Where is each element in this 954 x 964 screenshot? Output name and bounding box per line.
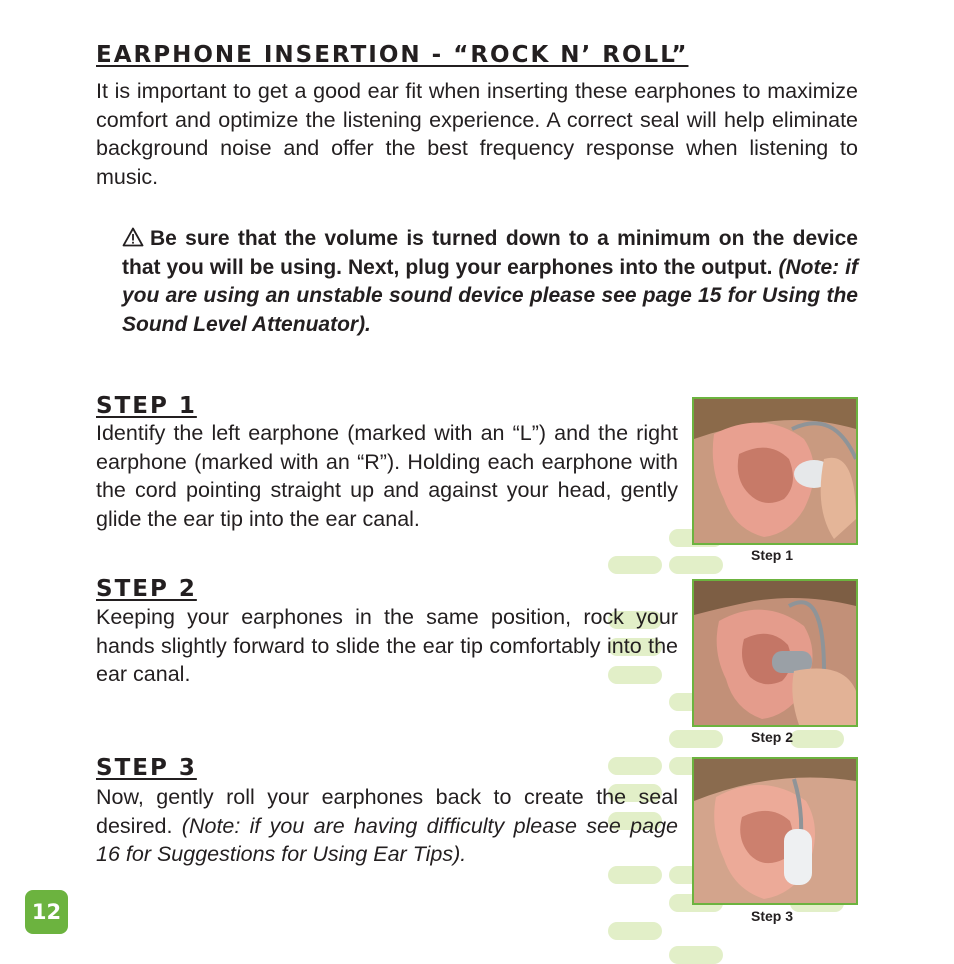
step-1-photo bbox=[692, 397, 858, 545]
warning-triangle-icon bbox=[122, 227, 144, 247]
step-3-body: Now, gently roll your earphones back to create the seal desired. bbox=[96, 785, 678, 838]
step-3-photo bbox=[692, 757, 858, 905]
step-2-text: Keeping your earphones in the same position, rock your hands slightly forward to slide the ear tip comfortably into the ear canal. bbox=[96, 605, 678, 687]
step-1-heading: STEP 1 bbox=[96, 393, 197, 419]
step-3-heading: STEP 3 bbox=[96, 755, 197, 781]
decorative-pill bbox=[608, 556, 662, 574]
step-3-caption: Step 3 bbox=[751, 908, 794, 924]
page-number-badge: 12 bbox=[25, 890, 68, 934]
decorative-pill bbox=[669, 556, 723, 574]
decorative-pill bbox=[790, 730, 844, 748]
page-title: EARPHONE INSERTION - “ROCK N’ ROLL” bbox=[96, 42, 689, 68]
warning-note bbox=[122, 225, 858, 339]
intro-paragraph: It is important to get a good ear fit when inserting these earphones to maximize comfort and optimize the listening experience. A correct seal will help eliminate background noise and offer the best frequency response when listening to music. bbox=[96, 79, 858, 190]
decorative-pill bbox=[608, 922, 662, 940]
step-2-photo bbox=[692, 579, 858, 727]
step-1-text: Identify the left earphone (marked with an “L”) and the right earphone (marked with an “R”). Holding each earphone with the cord pointing straight up and against your head, gently glide the ear tip into the ear canal. bbox=[96, 421, 678, 532]
decorative-pill bbox=[669, 730, 723, 748]
step-2-heading: STEP 2 bbox=[96, 576, 197, 602]
step-1-caption: Step 1 bbox=[751, 547, 794, 563]
decorative-pill bbox=[669, 946, 723, 964]
step-2-caption: Step 2 bbox=[751, 729, 794, 745]
warning-bold-text: Be sure that the volume is turned down to a minimum on the device that you will be using. Next, plug your earphones into the output. bbox=[122, 227, 858, 279]
warning-italic-note: (Note: if you are using an unstable sound device please see page 15 for Using the Sound Level Attenuator). bbox=[122, 255, 858, 336]
decorative-pill bbox=[608, 757, 662, 775]
step-3-italic-note: (Note: if you are having difficulty please see page 16 for Suggestions for Using Ear Tips). bbox=[96, 813, 678, 867]
step-3-text bbox=[96, 783, 678, 869]
